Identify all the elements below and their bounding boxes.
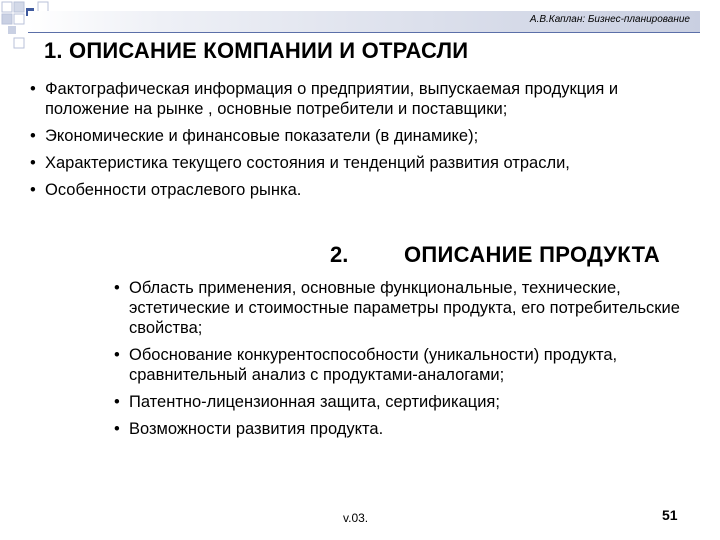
bullet-icon: •: [30, 80, 36, 98]
list-item-text: Область применения, основные функциональные, технические, эстетические и стоимостные параметры продукта, его потребительские свойства;: [129, 279, 680, 337]
list-item-text: Экономические и финансовые показатели (в динамике);: [45, 127, 479, 145]
list-item: [30, 153, 670, 173]
list-item-text: Особенности отраслевого рынка.: [45, 181, 302, 199]
list-item: [30, 79, 670, 119]
list-item-text: Возможности развития продукта.: [129, 420, 384, 438]
list-item-text: Обоснование конкурентоспособности (уникальности) продукта, сравнительный анализ с продуктами-аналогами;: [129, 346, 618, 384]
bullet-icon: •: [30, 154, 36, 172]
section-2-number: 2.: [330, 242, 349, 267]
list-item: [30, 180, 670, 200]
list-item-text: Фактографическая информация о предприятии, выпускаемая продукция и положение на рынке , основные потребители и поставщики;: [45, 80, 619, 118]
section-2-list: [114, 278, 694, 446]
version-label: v.03.: [343, 511, 369, 525]
bullet-icon: •: [114, 420, 120, 438]
bullet-icon: •: [114, 346, 120, 364]
list-item: [114, 345, 694, 385]
bullet-icon: •: [114, 393, 120, 411]
bullet-icon: •: [30, 181, 36, 199]
page-number: 51: [662, 507, 678, 523]
list-item: [114, 278, 694, 338]
bullet-icon: •: [114, 279, 120, 297]
list-item: [114, 392, 694, 412]
author-credit: А.В.Каплан: Бизнес-планирование: [529, 14, 690, 25]
list-item-text: Характеристика текущего состояния и тенденций развития отрасли,: [45, 154, 570, 172]
list-item-text: Патентно-лицензионная защита, сертификация;: [129, 393, 500, 411]
list-item: [30, 126, 670, 146]
section-2-title: ОПИСАНИЕ ПРОДУКТА: [404, 242, 661, 267]
bullet-icon: •: [30, 127, 36, 145]
section-1-list: [30, 79, 670, 207]
section-1-title: 1. ОПИСАНИЕ КОМПАНИИ И ОТРАСЛИ: [44, 38, 469, 63]
list-item: [114, 419, 694, 439]
